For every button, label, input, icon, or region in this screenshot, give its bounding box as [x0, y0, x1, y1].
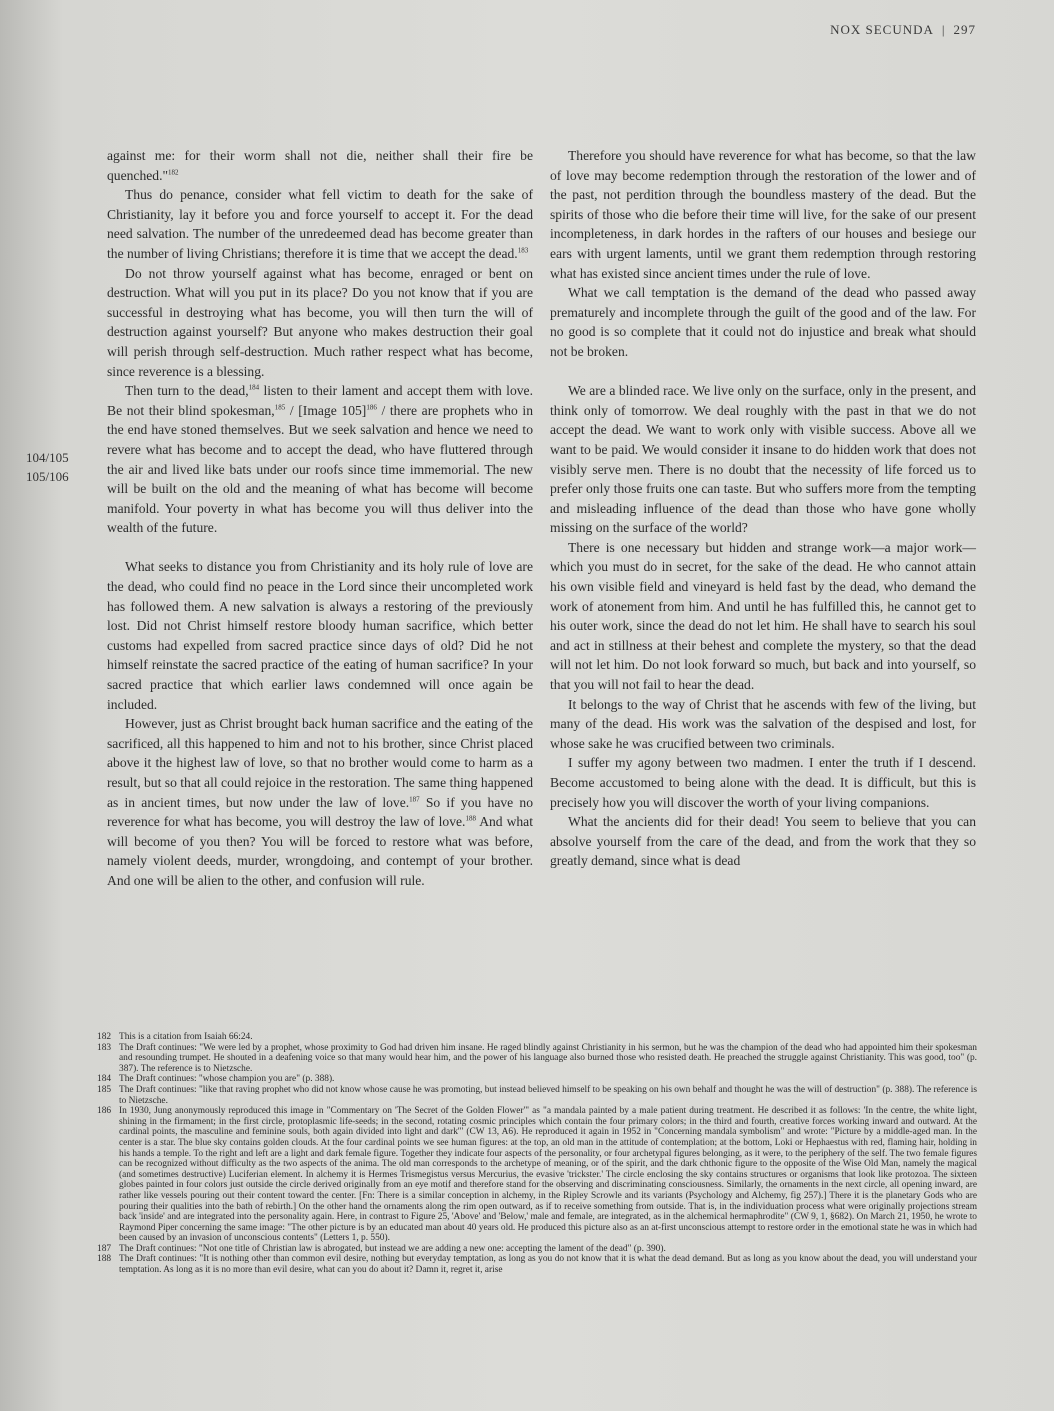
paragraph: Do not throw yourself against what has become, enraged or bent on destruction. What will you put in its place? Do you not know that if you are successful in destroying what has become, you will then turn the will of destruction against yourself? But anyone who makes destruction their goal will perish through self-destruction. Much rather respect what has become, since reverence is a blessing.: [107, 265, 533, 379]
footnote-number: 188: [97, 1254, 112, 1265]
footnote-number: 185: [97, 1084, 112, 1095]
left-column: [107, 146, 533, 891]
margin-ref-104-105: 104/105: [26, 450, 69, 465]
right-column: [550, 146, 976, 871]
footnote-number: 187: [97, 1243, 112, 1254]
footnote-ref: 187: [409, 795, 420, 804]
paragraph: Therefore you should have reverence for what has become, so that the law of love may become redemption through the restoration of the lower and of the past, not perdition through the boundless mastery of the dead. But the spirits of those who die before their time will live, for the sake of our present incompleteness, in dark hordes in the rafters of our houses and besiege our ears with urgent laments, until we grant them redemption through restoring what has existed since ancient times under the rule of love.: [550, 148, 976, 281]
footnote-number: 186: [97, 1106, 112, 1117]
running-head: [830, 22, 976, 38]
page-number: 297: [953, 22, 976, 37]
footnote-ref: 182: [168, 168, 179, 177]
paragraph: There is one necessary but hidden and strange work—a major work—which you must do in secret, for the sake of the dead. He who cannot attain his own visible field and vineyard is held fast by the dead, who demand the work of atonement from him. And until he has fulfilled this, he cannot get to his outer work, since the dead do not let him. He shall have to search his soul and act in stillness at their behest and complete the mystery, so that the dead will not let him. Do not look forward so much, but back and into yourself, so that you will not fail to hear the dead.: [550, 539, 976, 693]
paragraph: What we call temptation is the demand of the dead who passed away prematurely and incomplete through the guilt of the good and of the law. For no good is so complete that it could not do injustice and break what should not be broken.: [550, 285, 976, 359]
paragraph: against me: for their worm shall not die, neither shall their fire be quenched."$^{182}$: [107, 148, 533, 183]
footnote: 184 The Draft continues: "whose champion you are" (p. 388).: [97, 1074, 335, 1085]
footnote-number: 184: [97, 1074, 112, 1085]
footnote-ref: 184: [248, 383, 260, 392]
footnote: 183 The Draft continues: "We were led by a prophet, whose proximity to God had driven him insane. He raged blindly against Christianity in his sermon, but he was the champion of the dead who had appointed him their spokesman and resounding trumpet. He shouted in a deafening voice so that many would hear him, and the power of his language also burned those who resisted death. He preached the struggle against Christianity. This was good, too" (p. 387). The reference is to Nietzsche.: [97, 1042, 977, 1074]
footnote: 185 The Draft continues: "like that raving prophet who did not know whose cause he was promoting, but instead believed himself to be speaking on his own behalf and thought he was the will of destruction" (p. 388). The reference is to Nietzsche.: [97, 1084, 977, 1106]
paragraph: What the ancients did for their dead! You seem to believe that you can absolve yourself from the care of the dead, and from the work that they so greatly demand, since what is dead: [550, 814, 976, 869]
paragraph: Then turn to the dead,$^{184}$ listen to their lament and accept them with love. Be not their blind spokesman,$^{185}$ / [Image 105]$^{186}$ / there are prophets who in the end have stoned themselves. But we seek salvation and hence we need to revere what has become and to accept the dead, who have fluttered through the air and lived like bats under our roofs since time immemorial. The new will be built on the old and the meaning of what has become will become manifold. Your poverty in what has become you will thus deliver into the wealth of the future.: [107, 383, 533, 536]
paragraph: It belongs to the way of Christ that he ascends with few of the living, but many of the dead. His work was the salvation of the despised and lost, for whose sake he was crucified between two criminals.: [550, 696, 976, 751]
header-separator: |: [941, 22, 946, 37]
footnote-ref: 188: [465, 814, 476, 823]
paragraph: What seeks to distance you from Christianity and its holy rule of love are the dead, who could find no peace in the Lord since their uncompleted work has followed them. A new salvation is always a restoring of the previously lost. Did not Christ himself restore bloody human sacrifice, which better customs had expelled from sacred practice since days of old? Did he not himself reinstate the sacred practice of the eating of human sacrifice? In your sacred practice that which earlier laws condemned will once again be included.: [107, 559, 533, 712]
footnote-ref: 185: [274, 403, 286, 412]
footnote-number: 183: [97, 1042, 112, 1053]
paragraph: However, just as Christ brought back human sacrifice and the eating of the sacrificed, all this happened to him and not to his brother, since Christ placed above it the highest law of love, so that no brother would come to harm as a result, but so that all could rejoice in the restoration. The same thing happened as in ancient times, but now under the law of love.$^{187}$ So if you have no reverence for what has become, you will destroy the law of love.$^{188}$ And what will become of you then? You will be forced to restore what was before, namely violent deeds, murder, wrongdoing, and contempt of your brother. And one will be alien to the other, and confusion will rule.: [107, 716, 533, 888]
footnote: 188 The Draft continues: "It is nothing other than common evil desire, nothing but everyday temptation, as long as you do not know that it is what the dead demand. But as long as you know about the dead, you will understand your temptation. As long as it is no more than evil desire, what can you do about it? Damn it, regret it, arise: [97, 1254, 977, 1276]
footnote: 182 This is a citation from Isaiah 66:24.: [97, 1032, 253, 1042]
margin-ref-105-106: 105/106: [26, 469, 69, 484]
section-title: NOX SECUNDA: [830, 22, 934, 37]
paragraph: We are a blinded race. We live only on the surface, only in the present, and think only of tomorrow. We deal roughly with the past in that we do not accept the dead. We want to work only with visible success. Above all we want to be paid. We would consider it insane to do hidden work that does not visibly serve men. There is no doubt that the necessity of life forced us to prefer only those fruits one can taste. But who suffers more from the tempting and misleading influence of the dead than those who have gone wholly missing on the surface of the world?: [550, 383, 976, 536]
paragraph: I suffer my agony between two madmen. I enter the truth if I descend. Become accustomed to being alone with the dead. It is difficult, but this is precisely how you will discover the worth of your living companions.: [550, 755, 976, 810]
paragraph: Thus do penance, consider what fell victim to death for the sake of Christianity, lay it before you and force yourself to accept it. For the dead need salvation. The number of the unredeemed dead has become greater than the number of living Christians; therefore it is time that we accept the dead.$^{183}$: [107, 187, 533, 261]
footnote: 187 The Draft continues: "Not one title of Christian law is abrogated, but instead we are adding a new one: accepting the lament of the dead" (p. 390).: [97, 1243, 666, 1254]
footnote: 186 In 1930, Jung anonymously reproduced this image in "Commentary on 'The Secret of the Golden Flower'" as "a mandala painted by a male patient during treatment. He described it as follows: 'In the centre, the white light, shining in the firmament; in the first circle, protoplasmic life-seeds; in the second, rotating cosmic principles which contain the four primary colors; in the third and fourth, creative forces working inward and outward. At the cardinal points, the masculine and feminine souls, both again divided into light and dark'" (CW 13, A6). He reproduced it again in 1952 in "Concerning mandala symbolism" and wrote: "Picture by a middle-aged man. In the center is a star. The blue sky contains golden clouds. At the four cardinal points we see human figures: at the top, an old man in the attitude of contemplation; at the bottom, Loki or Hephaestus with red, flaming hair, holding in his hands a temple. To the right and left are a light and dark female figure. Together they indicate four aspects of the personality, or four archetypal figures belonging, as it were, to the periphery of the self. The two female figures can be recognized without difficulty as the two aspects of the anima. The old man corresponds to the archetype of meaning, or of the spirit, and the dark chthonic figure to the opposite of the Wise Old Man, namely the magical (and sometimes destructive) Luciferian element. In alchemy it is Hermes Trismegistus versus Mercurius, the evasive 'trickster.' The circle enclosing the sky contains structures or organisms that look like protozoa. The sixteen globes painted in four colors just outside the circle derived originally from an eye motif and therefore stand for the observing and discriminating consciousness. Similarly, the ornaments in the next circle, all opening inward, are rather like vessels pouring out their content toward the center. [Fn: There is a similar conception in alchemy, in the Ripley Scrowle and its variants (Psychology and Alchemy, fig 257).] There it is the planetary Gods who are pouring their qualities into the bath of rebirth.] On the other hand the ornaments along the rim open outward, as if to receive something from outside. That is, in the individuation process what were originally projections stream back 'inside' and are integrated into the personality again. Here, in contrast to Figure 25, 'Above' and 'Below,' male and female, are integrated, as in the alchemical hermaphrodite" (CW 9, 1, §682). On March 21, 1950, he wrote to Raymond Piper concerning the same image: "The other picture is by an educated man about 40 years old. He produced this picture also as an at-first unconscious attempt to restore order in the emotional state he was in which had been caused by an invasion of unconscious contents" (Letters 1, p. 550).: [97, 1106, 977, 1244]
footnotes: [97, 1032, 977, 1276]
footnote-ref: 183: [517, 246, 529, 255]
footnote-number: 182: [97, 1032, 112, 1042]
footnote-ref: 186: [366, 403, 377, 412]
